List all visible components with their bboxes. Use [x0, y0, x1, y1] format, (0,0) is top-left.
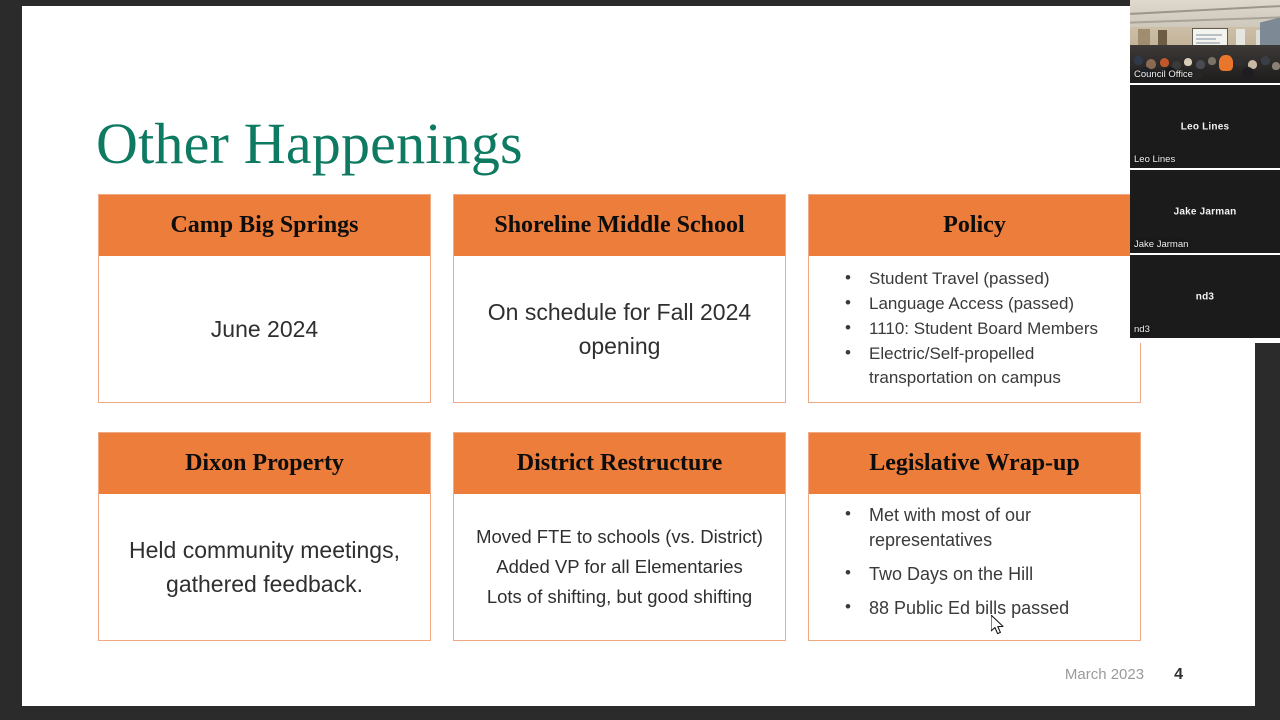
presentation-slide — [22, 6, 1255, 706]
card-policy[interactable] — [808, 194, 1141, 403]
card-header — [809, 195, 1140, 256]
card-body — [454, 494, 785, 640]
card-shoreline-middle-school[interactable] — [453, 194, 786, 403]
list-item: • 1110: Student Board Members — [843, 317, 1128, 341]
card-legislative-wrap-up[interactable] — [808, 432, 1141, 641]
card-text-line: Moved FTE to schools (vs. District) — [476, 525, 763, 547]
video-tile-council-office[interactable] — [1130, 0, 1280, 85]
card-body — [99, 256, 430, 402]
card-header — [454, 195, 785, 256]
participant-name-label: Leo Lines — [1134, 154, 1176, 165]
participant-name-label: Council Office — [1134, 69, 1193, 80]
footer-date: March 2023 — [1064, 666, 1145, 683]
card-dixon-property[interactable] — [98, 432, 431, 641]
card-title: Legislative Wrap-up — [869, 449, 1080, 476]
slide-footer — [1065, 666, 1183, 684]
arrow-pointer-icon — [991, 615, 1005, 636]
card-text: On schedule for Fall 2024 opening — [487, 298, 752, 359]
card-header — [99, 433, 430, 494]
card-header — [809, 433, 1140, 494]
participant-name-label: nd3 — [1134, 324, 1150, 335]
card-title: District Restructure — [516, 449, 723, 476]
card-text: Held community meetings, gathered feedback. — [129, 536, 400, 597]
video-participant-panel[interactable] — [1130, 0, 1280, 343]
page-title: Other Happenings — [96, 111, 523, 176]
card-body — [454, 256, 785, 402]
list-item: • Student Travel (passed) — [843, 267, 1128, 291]
card-header — [454, 433, 785, 494]
list-item: • Met with most of our representatives — [843, 503, 1128, 552]
video-tile-jake-jarman[interactable] — [1130, 170, 1280, 255]
card-district-restructure[interactable] — [453, 432, 786, 641]
video-tile-nd3[interactable] — [1130, 255, 1280, 340]
card-body — [809, 494, 1140, 640]
page-number: 4 — [1174, 666, 1183, 683]
card-camp-big-springs[interactable] — [98, 194, 431, 403]
list-item: • Electric/Self-propelled transportation on campus — [843, 342, 1128, 390]
card-body — [99, 494, 430, 640]
video-tile-leo-lines[interactable] — [1130, 85, 1280, 170]
participant-center-name: Leo Lines — [1180, 121, 1230, 132]
card-body — [809, 256, 1140, 402]
card-title: Dixon Property — [185, 449, 344, 476]
card-text: June 2024 — [210, 315, 319, 342]
card-bullet-list — [821, 267, 1128, 392]
list-item: • Language Access (passed) — [843, 292, 1128, 316]
participant-name-label: Jake Jarman — [1134, 239, 1189, 250]
card-title: Policy — [943, 211, 1006, 238]
participant-center-name: Jake Jarman — [1173, 206, 1237, 217]
panel-divider — [1130, 340, 1280, 343]
card-title: Shoreline Middle School — [494, 211, 745, 238]
list-item: • Two Days on the Hill — [843, 562, 1128, 586]
card-grid — [98, 194, 1142, 641]
card-text-line: Added VP for all Elementaries — [496, 555, 743, 577]
list-item: • 88 Public Ed bills passed — [843, 596, 1128, 620]
card-title: Camp Big Springs — [170, 211, 359, 238]
participant-center-name: nd3 — [1195, 291, 1215, 302]
card-header — [99, 195, 430, 256]
card-bullet-list — [821, 503, 1128, 631]
card-text-line: Lots of shifting, but good shifting — [486, 586, 753, 608]
